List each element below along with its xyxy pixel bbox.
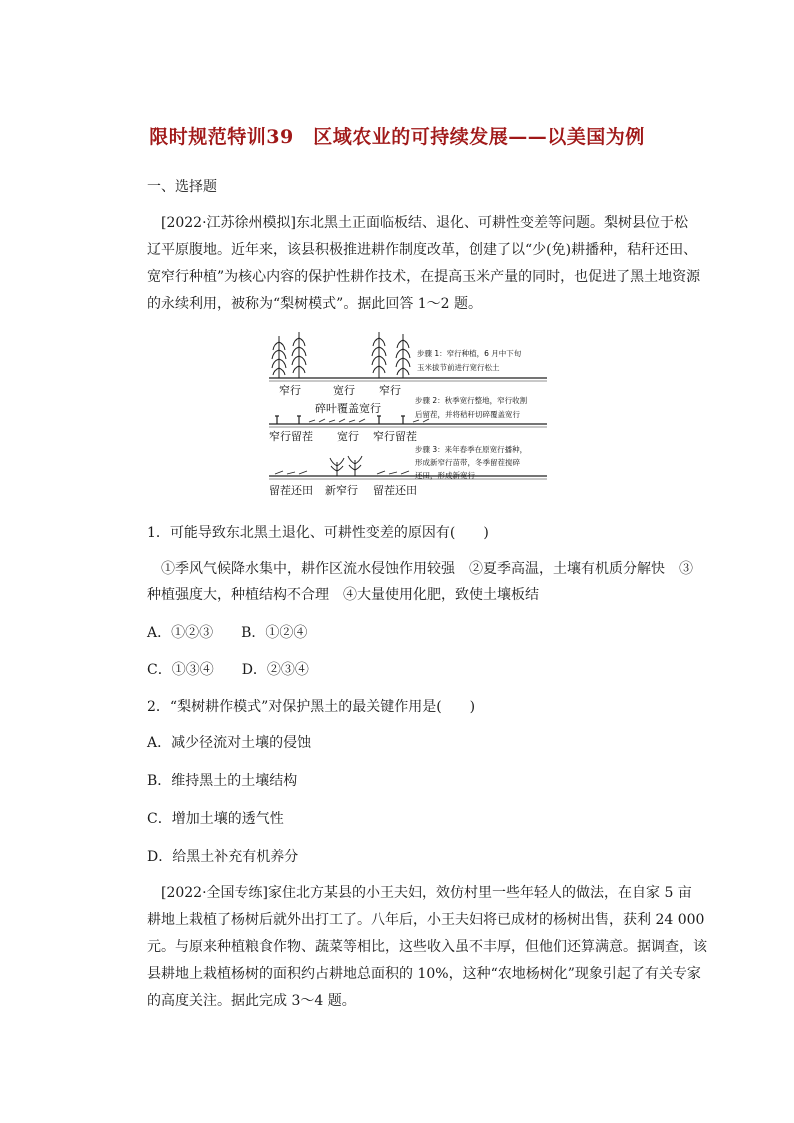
passage-2-line: 县耕地上栽植杨树的面积约占耕地总面积的 10%，这种“农地杨树化”现象引起了有关专家 (147, 966, 701, 982)
passage-1-line: 的永续利用，被称为“梨树模式”。据此回答 1～2 题。 (147, 296, 483, 312)
seedling-icon (330, 456, 362, 476)
row2-label-stubble: 窄行留茬 (269, 430, 313, 443)
step1-line1: 步骤 1：窄行种植，6 月中下旬 (417, 349, 522, 358)
corn-plant-icon (396, 334, 410, 378)
question-1-choices-ab[interactable]: A．①②③ B．①②④ (147, 625, 308, 641)
passage-2-line: 元。与原来种植粮食作物、蔬菜等相比，这些收入虽不丰厚，但他们还算满意。据调查，该 (147, 939, 707, 955)
row2-label-stubble: 窄行留茬 (373, 430, 417, 443)
corn-plant-icon (372, 332, 386, 378)
tillage-diagram-svg (265, 328, 551, 498)
passage-2-line: 的高度关注。据此完成 3～4 题。 (147, 993, 356, 1009)
row3-label-return: 留茬还田 (373, 484, 417, 497)
stubble-icon (275, 416, 405, 424)
passage-1-line: [2022·江苏徐州模拟]东北黑土正面临板结、退化、可耕性变差等问题。梨树县位于松 (161, 215, 689, 231)
row1-label-narrow: 窄行 (279, 384, 301, 397)
passage-2-line: 耕地上栽植了杨树后就外出打工了。八年后，小王夫妇将已成材的杨树出售，获利 24 000 (147, 912, 705, 928)
question-1-stem: 1．可能导致东北黑土退化、可耕性变差的原因有( ) (147, 525, 489, 541)
step2-line1: 步骤 2：秋季宽行整地，窄行收割 (415, 396, 528, 405)
question-2-option-d[interactable]: D．给黑土补充有机养分 (147, 849, 299, 865)
step2-line2: 后留茬，并将秸秆切碎覆盖宽行 (415, 410, 520, 419)
question-1-statements: ①季风气候降水集中，耕作区流水侵蚀作用较强 ②夏季高温，土壤有机质分解快 ③ (161, 561, 693, 577)
tillage-diagram (265, 328, 551, 498)
row1-label-narrow: 窄行 (379, 384, 401, 397)
page-title: 限时规范特训39 区域农业的可持续发展——以美国为例 (149, 126, 645, 148)
row2-top-label: 碎叶覆盖宽行 (315, 402, 381, 415)
step3-line1: 步骤 3：来年春季在原宽行播种， (415, 445, 528, 454)
step1-line2: 玉米拔节前进行宽行松土 (417, 363, 500, 372)
passage-2-line: [2022·全国专练]家住北方某县的小王夫妇，效仿村里一些年轻人的做法，在自家 5 亩 (161, 885, 692, 901)
passage-1-line: 辽平原腹地。近年来，该县积极推进耕作制度改革，创建了以“少(免)耕播种，秸秆还田、 (147, 242, 698, 258)
question-1-choices-cd[interactable]: C．①③④ D．②③④ (147, 662, 309, 678)
section-heading: 一、选择题 (147, 179, 217, 195)
corn-plant-icon (292, 332, 306, 378)
question-2-option-a[interactable]: A．减少径流对土壤的侵蚀 (147, 735, 312, 751)
question-1-statements: 种植强度大，种植结构不合理 ④大量使用化肥，致使土壤板结 (147, 587, 539, 603)
question-2-option-b[interactable]: B．维持黑土的土壤结构 (147, 773, 298, 789)
row1-label-wide: 宽行 (333, 384, 355, 397)
step3-line3: 还田，形成新宽行 (415, 471, 475, 480)
residue-icon (275, 471, 409, 474)
residue-icon (309, 419, 429, 422)
row3-label-return: 留茬还田 (269, 484, 313, 497)
step3-line2: 形成新窄行苗带，冬季留茬搅碎 (415, 458, 520, 467)
row3-label-new-narrow: 新窄行 (325, 484, 358, 497)
corn-plant-icon (272, 336, 286, 378)
row2-label-wide: 宽行 (337, 430, 359, 443)
question-2-option-c[interactable]: C．增加土壤的透气性 (147, 811, 284, 827)
passage-1-line: 宽窄行种植”为核心内容的保护性耕作技术，在提高玉米产量的同时，也促进了黑土地资源 (147, 269, 701, 285)
question-2-stem: 2．“梨树耕作模式”对保护黑土的最关键作用是( ) (147, 699, 476, 715)
